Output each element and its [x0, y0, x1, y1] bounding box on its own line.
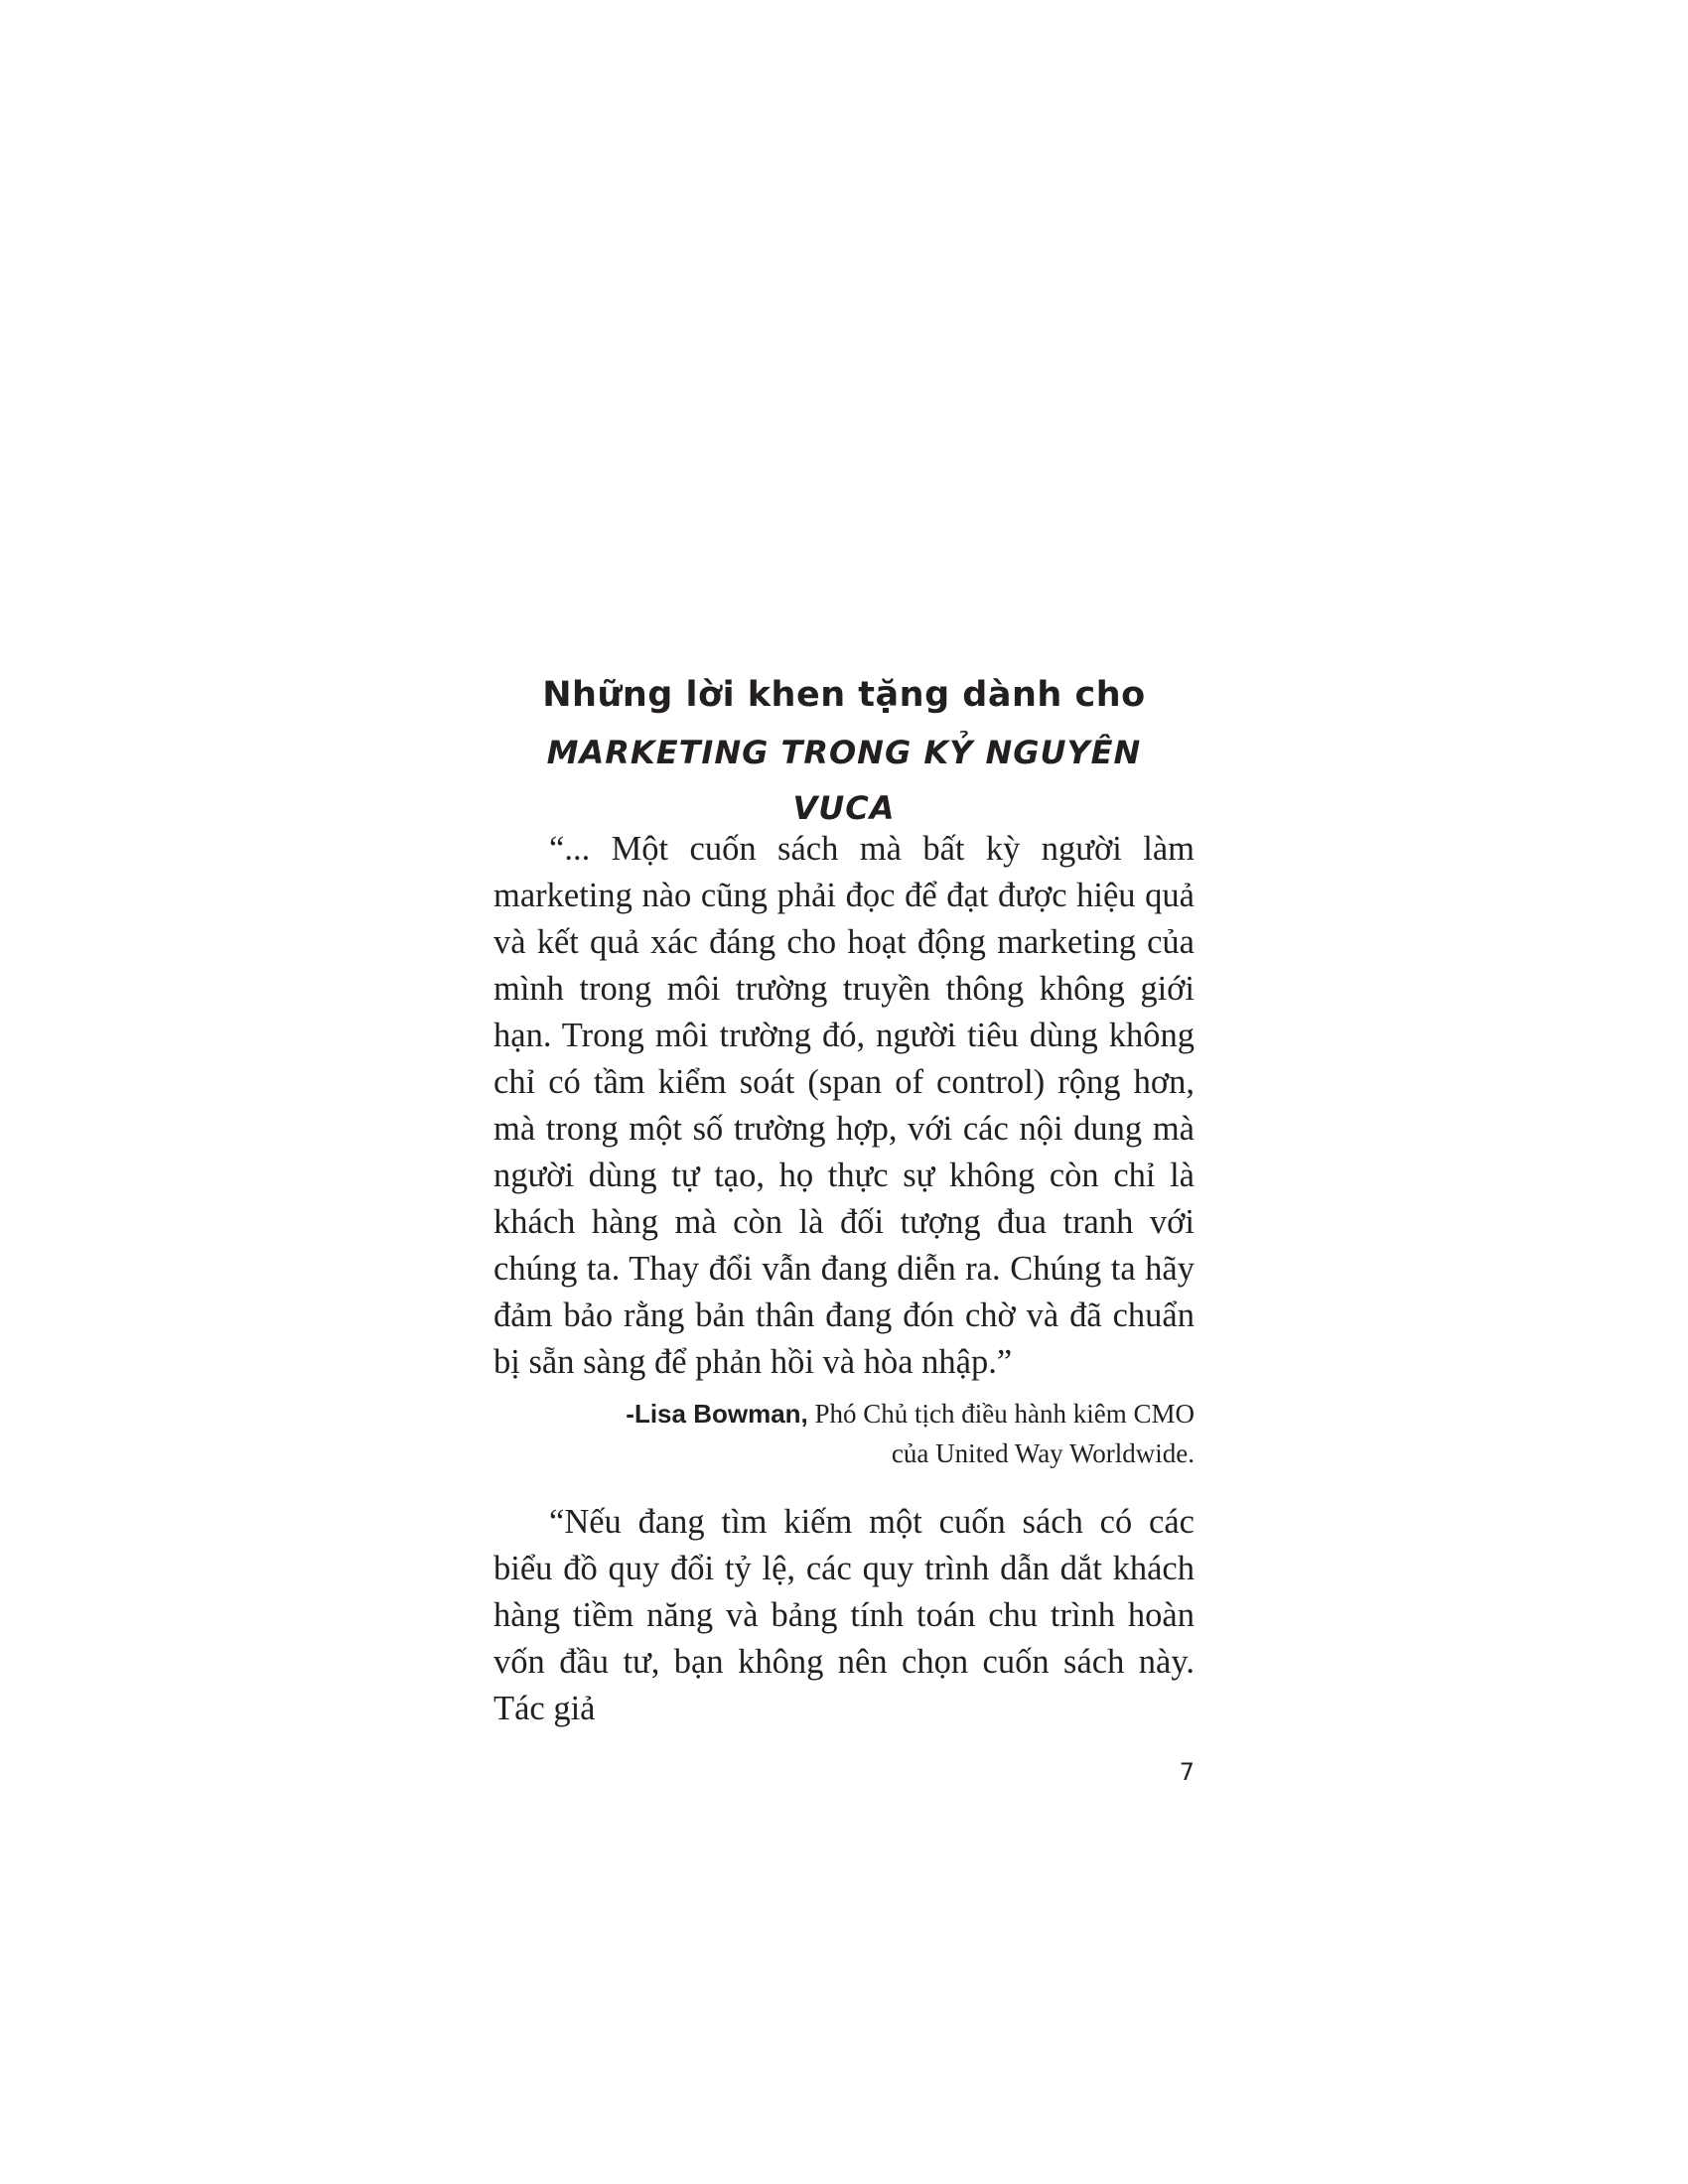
testimonial-quote-2: “Nếu đang tìm kiếm một cuốn sách có các biểu đồ quy đổi tỷ lệ, các quy trình dẫn dắt khách hàng tiềm năng và bảng tính toán chu trình hoàn vốn đầu tư, bạn không nên chọn cuốn sách này. Tác giả	[493, 1503, 1195, 1727]
heading-title: Những lời khen tặng dành cho	[542, 675, 1146, 715]
testimonial-attribution-1	[493, 1394, 1195, 1473]
attribution-org: của United Way Worldwide.	[891, 1438, 1195, 1468]
testimonial-quote-1: “... Một cuốn sách mà bất kỳ người làm marketing nào cũng phải đọc để đạt được hiệu quả và kết quả xác đáng cho hoạt động marketing của mình trong môi trường truyền thông không giới hạn. Trong môi trường đó, người tiêu dùng không chỉ có tầm kiểm soát (span of control) rộng hơn, mà trong một số trường hợp, với các nội dung mà người dùng tự tạo, họ thực sự không còn chỉ là khách hàng mà còn là đối tượng đua tranh với chúng ta. Thay đổi vẫn đang diễn ra. Chúng ta hãy đảm bảo rằng bản thân đang đón chờ và đã chuẩn bị sẵn sàng để phản hồi và hòa nhập.”	[493, 830, 1195, 1381]
heading-book-title: MARKETING TRONG KỶ NGUYÊN VUCA	[546, 734, 1142, 827]
page-heading	[493, 665, 1195, 836]
attribution-role: Phó Chủ tịch điều hành kiêm CMO	[814, 1399, 1195, 1429]
attribution-name: -Lisa Bowman,	[626, 1399, 808, 1429]
page-number: 7	[1179, 1758, 1195, 1786]
